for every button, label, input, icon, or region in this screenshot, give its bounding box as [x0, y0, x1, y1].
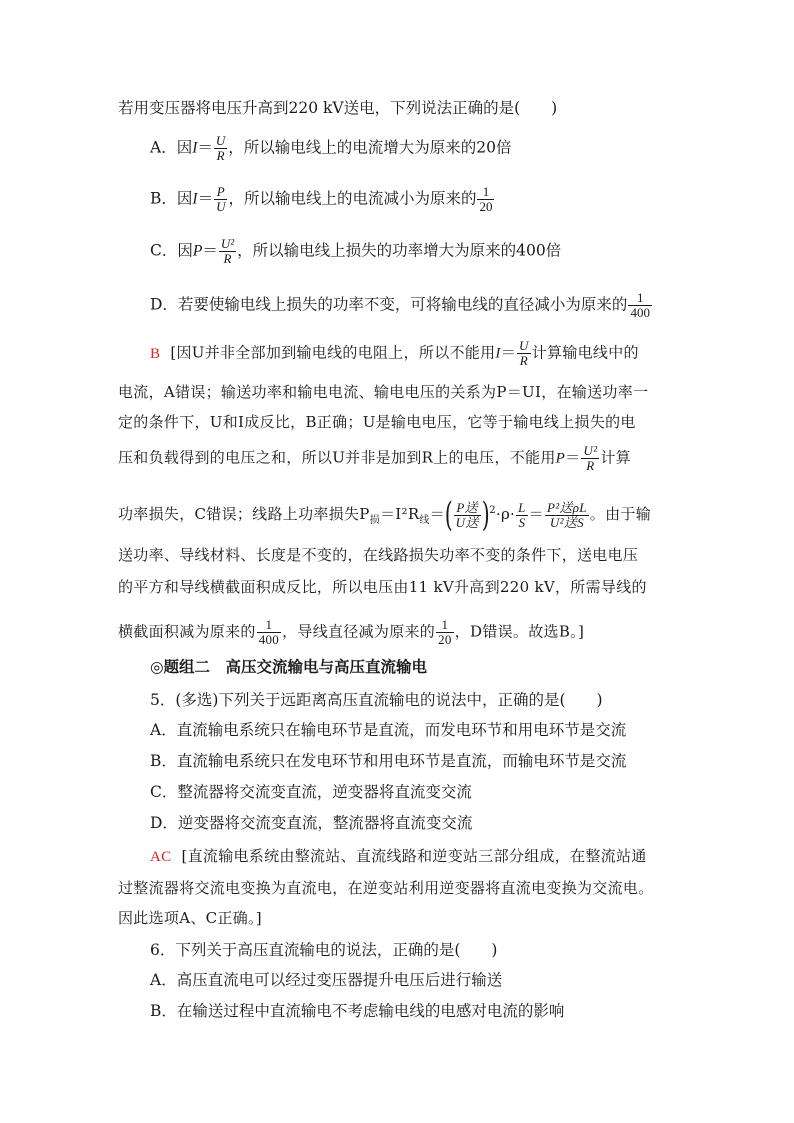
- fraction: $\frac{\text{U²}}{R}$: [583, 443, 598, 473]
- q5-option-a: A．直流输电系统只在输电环节是直流，而发电环节和用电环节是交流: [150, 721, 627, 739]
- fraction: $\frac{1}{400}$: [630, 290, 650, 320]
- q5-option-b: B．直流输电系统只在发电环节和用电环节是直流，而输电环节是交流: [150, 752, 627, 770]
- fraction: $\frac{1}{20}$: [438, 617, 452, 647]
- q4-explanation-line-3: 定的条件下，U和I成反比，B正确；U是输电电压，它等于输电线上损失的电: [118, 413, 636, 431]
- q4-explanation-line-7: 的平方和导线横截面积成反比，所以电压由11 kV升高到220 kV，所需导线的: [118, 578, 647, 596]
- fraction: $\frac{L}{S}$: [518, 499, 526, 530]
- q4-explanation-line-2: 电流，A错误；输送功率和输电电流、输电电压的关系为P＝UI，在输送功率一: [118, 383, 649, 401]
- fraction: $\frac{1}{400}$: [258, 617, 280, 647]
- fraction: $\frac{P}{U}$: [216, 184, 226, 214]
- fraction: $\frac{\text{P²送ρL}}{\text{U²送S}}$: [546, 499, 587, 530]
- q5-explanation-line-3: 因此选项A、C正确。]: [118, 909, 262, 927]
- fraction: $\frac{\text{U²}}{R}$: [220, 236, 235, 266]
- q6-option-b: B．在输送过程中直流输电不考虑输电线的电感对电流的影响: [150, 1002, 565, 1020]
- q4-explanation-line-4: 压和负载得到的电压之和，所以U并非是加到R上的电压，不能用P＝ $\frac{\text{U²}}{R}$ 计算: [118, 443, 631, 473]
- q4-option-c: C．因P＝ $\frac{\text{U²}}{R}$ ，所以输电线上损失的功率增大为原来的400倍: [150, 236, 562, 266]
- q4-stem: 若用变压器将电压升高到220 kV送电，下列说法正确的是( ): [118, 99, 558, 117]
- answer-label: B: [150, 345, 161, 362]
- q5-explanation-line-2: 过整流器将交流电变换为直流电，在逆变站利用逆变器将直流电变换为交流电。: [118, 879, 654, 897]
- q5-option-c: C．整流器将交流变直流，逆变器将直流变交流: [150, 783, 472, 801]
- answer-label: AC: [150, 849, 172, 865]
- fraction: $\frac{U}{R}$: [215, 133, 226, 163]
- section-heading: ◎题组二 高压交流输电与高压直流输电: [150, 657, 428, 676]
- fraction: $\frac{U}{R}$: [519, 338, 529, 368]
- q4-explanation-line-8: 横截面积减为原来的 $\frac{1}{400}$ ，导线直径减为原来的 $\frac{1}{20}$ ，D错误。故选B。]: [118, 617, 585, 647]
- q5-stem: 5．(多选)下列关于远距离高压直流输电的说法中，正确的是( ): [150, 691, 603, 709]
- q4-option-d: D．若要使输电线上损失的功率不变，可将输电线的直径减小为原来的 $\frac{1}{400}$: [150, 290, 650, 320]
- q6-stem: 6．下列关于高压直流输电的说法，正确的是( ): [150, 941, 498, 959]
- q4-option-a: A．因I＝ $\frac{U}{R}$ ，所以输电线上的电流增大为原来的20倍: [150, 133, 512, 163]
- q5-option-d: D．逆变器将交流变直流，整流器将直流变交流: [150, 814, 473, 832]
- q6-option-a: A．高压直流电可以经过变压器提升电压后进行输送: [150, 971, 503, 989]
- q5-explanation-line-1: AC [直流输电系统由整流站、直流线路和逆变站三部分组成，在整流站通: [150, 847, 647, 865]
- fraction: $\frac{1}{20}$: [479, 184, 493, 214]
- q4-explanation-line-1: B [因U并非全部加到输电线的电阻上，所以不能用I＝ $\frac{U}{R}$ 计算输电线中的: [150, 338, 639, 368]
- q4-explanation-line-5: 功率损失，C错误；线路上功率损失$P_损=I^2R_线=$( $\frac{\text{P送}}{\text{U送}}$ )$^2$·ρ· $\frac{L}{S}$ ＝ $\frac{\text{P²送ρL}}{\text{U²送S}}$ 。由于输: [118, 495, 651, 535]
- fraction: $\frac{\text{P送}}{\text{U送}}$: [455, 499, 479, 530]
- q4-option-b: B．因I＝ $\frac{P}{U}$ ，所以输电线上的电流减小为原来的 $\frac{1}{20}$: [150, 184, 493, 214]
- q4-explanation-line-6: 送功率、导线材料、长度是不变的，在线路损失功率不变的条件下，送电电压: [118, 546, 639, 564]
